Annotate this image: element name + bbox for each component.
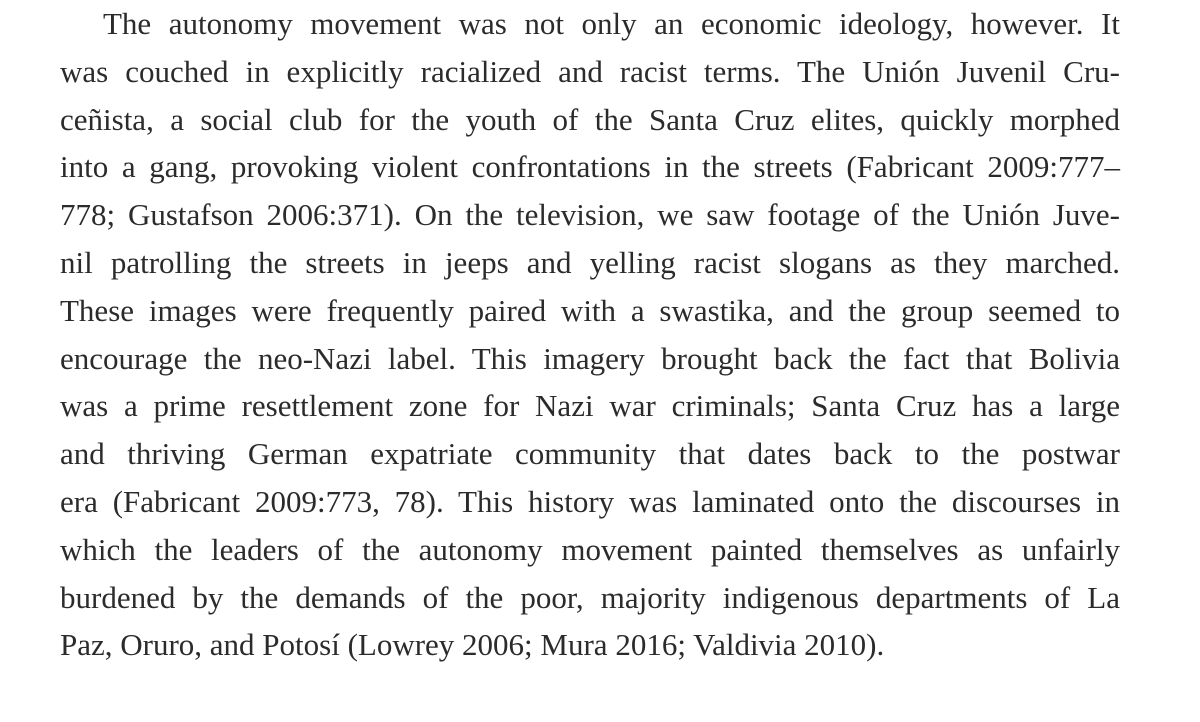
body-paragraph: [60, 0, 1120, 669]
paragraph-line: was a prime resettlement zone for Nazi war criminals; Santa Cruz has a large: [60, 388, 1120, 424]
paragraph-line: which the leaders of the autonomy movement painted themselves as unfairly: [60, 531, 1120, 567]
paragraph-line: 778; Gustafson 2006:371). On the television, we saw footage of the Unión Juve-: [60, 197, 1120, 233]
paragraph-line-last: Paz, Oruro, and Potosí (Lowrey 2006; Mura 2016; Valdivia 2010).: [60, 627, 885, 663]
paragraph-line: encourage the neo-Nazi label. This imagery brought back the fact that Bolivia: [60, 340, 1120, 376]
paragraph-line: era (Fabricant 2009:773, 78). This history was laminated onto the discourses in: [60, 483, 1120, 519]
paragraph-line: into a gang, provoking violent confrontations in the streets (Fabricant 2009:777–: [60, 149, 1120, 185]
paragraph-line: and thriving German expatriate community that dates back to the postwar: [60, 436, 1120, 472]
paragraph-line: The autonomy movement was not only an economic ideology, however. It: [103, 6, 1120, 41]
paragraph-line: ceñista, a social club for the youth of the Santa Cruz elites, quickly morphed: [60, 101, 1120, 137]
paragraph-line: nil patrolling the streets in jeeps and yelling racist slogans as they marched.: [60, 244, 1120, 280]
paragraph-line: burdened by the demands of the poor, majority indigenous departments of La: [60, 579, 1120, 615]
paragraph-line: These images were frequently paired with a swastika, and the group seemed to: [60, 292, 1120, 328]
paragraph-line: was couched in explicitly racialized and racist terms. The Unión Juvenil Cru-: [60, 53, 1120, 89]
